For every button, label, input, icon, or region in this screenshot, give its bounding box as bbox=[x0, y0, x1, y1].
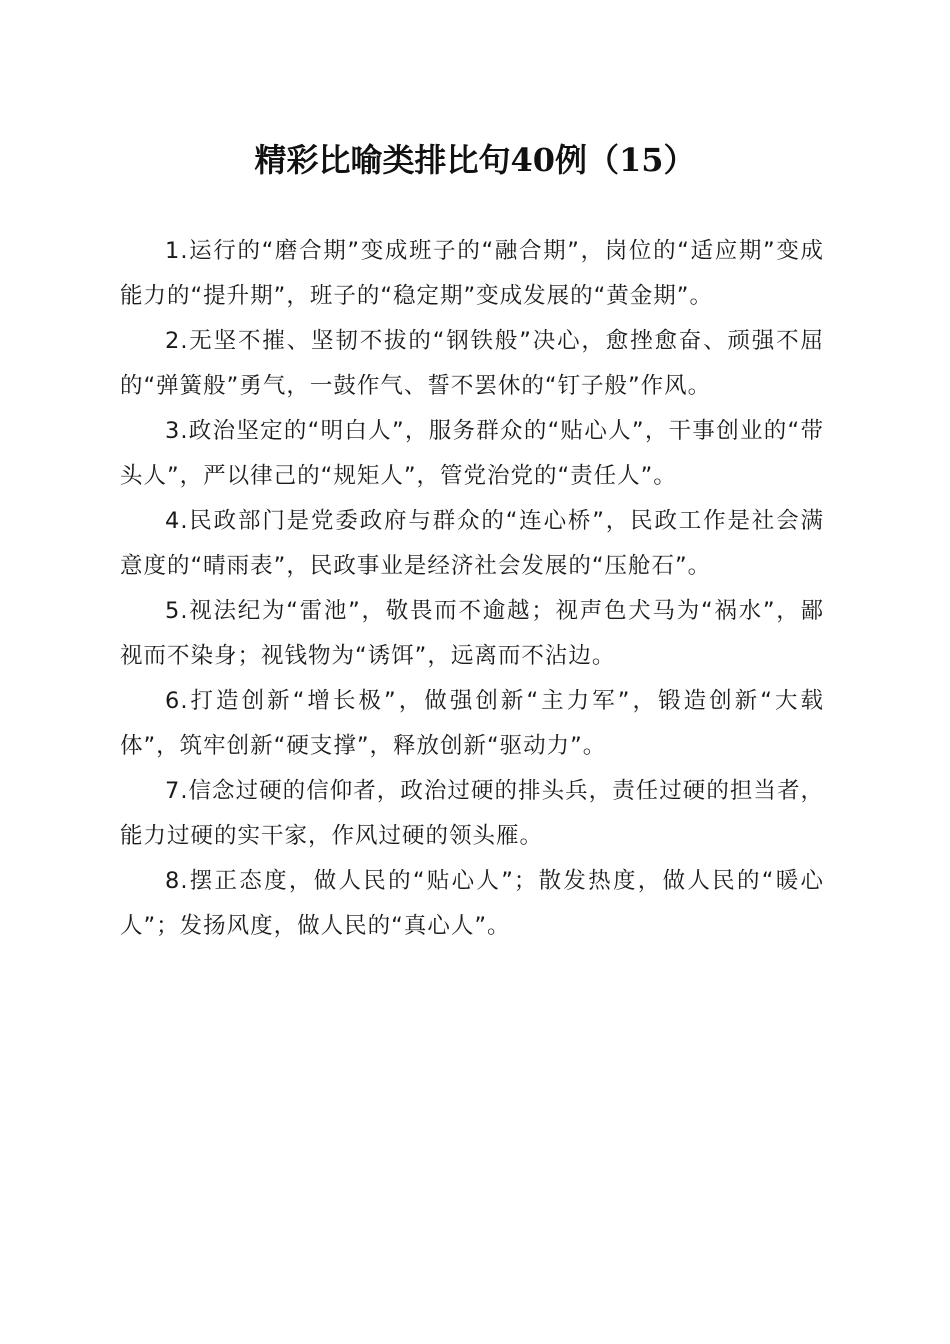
paragraph-7: 7.信念过硬的信仰者，政治过硬的排头兵，责任过硬的担当者，能力过硬的实干家，作风过硬的领头雁。 bbox=[120, 778, 824, 849]
document-body bbox=[120, 229, 824, 949]
paragraph-1: 1.运行的“磨合期”变成班子的“融合期”，岗位的“适应期”变成能力的“提升期”，班子的“稳定期”变成发展的“黄金期”。 bbox=[120, 238, 824, 309]
paragraph-4: 4.民政部门是党委政府与群众的“连心桥”，民政工作是社会满意度的“晴雨表”，民政事业是经济社会发展的“压舱石”。 bbox=[120, 508, 824, 579]
paragraph-2: 2.无坚不摧、坚韧不拔的“钢铁般”决心，愈挫愈奋、顽强不屈的“弹簧般”勇气，一鼓作气、誓不罢休的“钉子般”作风。 bbox=[120, 328, 824, 399]
document-title: 精彩比喻类排比句40例（15） bbox=[254, 141, 696, 179]
paragraph-8: 8.摆正态度，做人民的“贴心人”；散发热度，做人民的“暖心人”；发扬风度，做人民的“真心人”。 bbox=[120, 868, 824, 939]
paragraph-5: 5.视法纪为“雷池”，敬畏而不逾越；视声色犬马为“祸水”，鄙视而不染身；视钱物为“诱饵”，远离而不沾边。 bbox=[120, 598, 824, 669]
paragraph-3: 3.政治坚定的“明白人”，服务群众的“贴心人”，干事创业的“带头人”，严以律己的“规矩人”，管党治党的“责任人”。 bbox=[120, 418, 824, 489]
paragraph-6: 6.打造创新“增长极”，做强创新“主力军”，锻造创新“大载体”，筑牢创新“硬支撑”，释放创新“驱动力”。 bbox=[120, 688, 824, 759]
